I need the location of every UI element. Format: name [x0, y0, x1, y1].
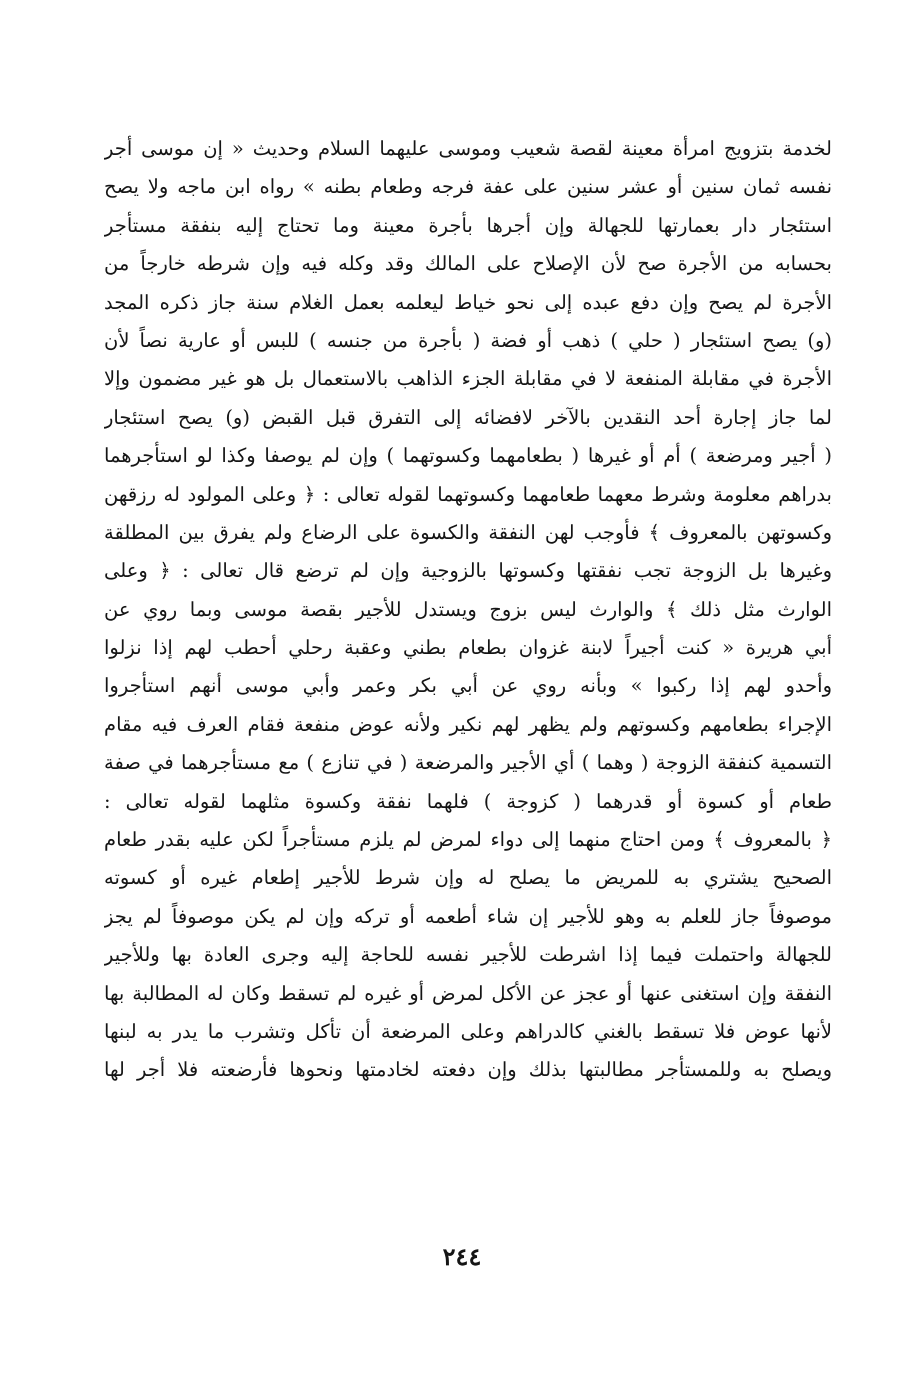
text-line: لخدمة بتزويج امرأة معينة لقصة شعيب وموسى عليهما السلام وحديث « إن موسى أجر — [104, 137, 832, 160]
text-line: النفقة وإن استغنى عنها أو عجز عن الأكل لمرض أو غيره لم تسقط وكان له المطالبة بها — [104, 981, 832, 1005]
text-line: ( أجير ومرضعة ) أم أو غيرها ( بطعامهما وكسوتهما ) وإن لم يوصفا وكذا لو استأجرهما — [104, 444, 832, 468]
text-line: لما جاز إجارة أحد النقدين بالآخر لافضائه إلى التفرق قبل القبض (و) يصح استئجار — [104, 405, 832, 429]
text-line: الأجرة لم يصح وإن دفع عبده إلى نحو خياط ليعلمه بعمل الغلام سنة جاز ذكره المجد — [104, 290, 832, 314]
text-line: للجهالة واحتملت فيما إذا اشرطت للأجير نفسه للحاجة إليه وجرى العادة بها وللأجير — [104, 943, 832, 967]
text-line: لأنها عوض فلا تسقط بالغني كالدراهم وعلى المرضعة أن تأكل وتشرب ما يدر به لبنها — [104, 1019, 832, 1043]
text-line: طعام أو كسوة أو قدرهما ( كزوجة ) فلهما نفقة وكسوة مثلهما لقوله تعالى : — [104, 789, 832, 813]
text-line: موصوفاً جاز للعلم به وهو للأجير إن شاء أطعمه أو تركه وإن لم يكن موصوفاً لم يجز — [104, 904, 832, 928]
text-line: (و) يصح استئجار ( حلي ) ذهب أو فضة ( بأجرة من جنسه ) للبس أو عارية نصاً لأن — [104, 328, 832, 352]
text-line: التسمية كنفقة الزوجة ( وهما ) أي الأجير والمرضعة ( في تنازع ) مع مستأجرهما في صفة — [104, 751, 832, 775]
body-text — [104, 130, 832, 1090]
text-line: الإجراء بطعامهم وكسوتهم ولم يظهر لهم نكير ولأنه عوض منفعة فقام العرف فيه مقام — [104, 712, 832, 736]
text-line: أبي هريرة « كنت أجيراً لابنة غزوان بطعام بطني وعقبة رحلي أحطب لهم إذا نزلوا — [104, 636, 832, 660]
text-line: الأجرة في مقابلة المنفعة لا في مقابلة الجزء الذاهب بالاستعمال بل هو غير مضمون وإلا — [104, 367, 832, 391]
text-line: نفسه ثمان سنين أو عشر سنين على عفة فرجه وطعام بطنه » رواه ابن ماجه ولا يصح — [104, 175, 832, 199]
text-line: بدراهم معلومة وشرط معهما طعامهما وكسوتهما لقوله تعالى : ﴿ وعلى المولود له رزقهن — [104, 482, 832, 506]
text-line: وأحدو لهم إذا ركبوا » وبأنه روي عن أبي بكر وعمر وأبي موسى أنهم استأجروا — [104, 674, 832, 698]
text-line: ويصلح به وللمستأجر مطالبتها بذلك وإن دفعته لخادمتها ونحوها فأرضعته فلا أجر لها — [104, 1058, 832, 1082]
text-line: الوارث مثل ذلك ﴾ والوارث ليس بزوج ويستدل للأجير بقصة موسى وبما روي عن — [104, 597, 832, 621]
text-line: بحسابه من الأجرة صح لأن الإصلاح على المالك وقد وكله فيه وإن شرطه خارجاً من — [104, 252, 832, 276]
text-line: ﴿ بالمعروف ﴾ ومن احتاج منهما إلى دواء لمرض لم يلزم مستأجراً لكن عليه بقدر طعام — [104, 828, 832, 852]
text-line: استئجار دار بعمارتها للجهالة وإن أجرها بأجرة معينة وما تحتاج إليه بنفقة مستأجر — [104, 213, 832, 237]
text-line: وكسوتهن بالمعروف ﴾ فأوجب لهن النفقة والكسوة على الرضاع ولم يفرق بين المطلقة — [104, 520, 832, 544]
text-line: الصحيح يشتري به للمريض ما يصلح له وإن شرط للأجير إطعام غيره أو كسوته — [104, 866, 832, 890]
page-number: ٢٤٤ — [442, 1242, 482, 1271]
text-line: وغيرها بل الزوجة تجب نفقتها وكسوتها بالزوجية وإن لم ترضع قال تعالى : ﴿ وعلى — [104, 559, 832, 583]
